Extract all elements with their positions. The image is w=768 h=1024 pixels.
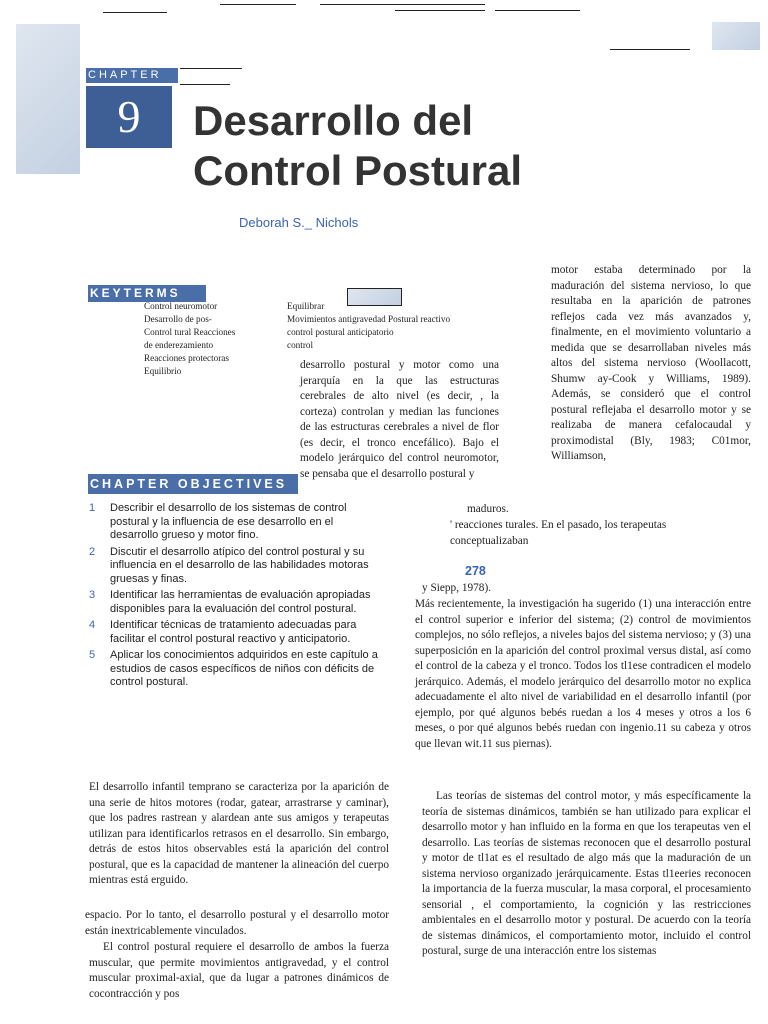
objective-text: Identificar las herramientas de evaluación apropiadas disponibles para la evaluación del control postural.	[110, 589, 371, 615]
body-left-paragraph-1: El desarrollo infantil temprano se caracteriza por la aparición de una serie de hitos motores (rodar, gatear, arrastrarse y caminar), que los padres rastrean y alardean ante sus amigos y terapeutas utilizan para identificarlos retrasos en el desarrollo. Sin embargo, detrás de estos hitos observables está la aparición del control postural, que es la capacidad de mantener la alineación del cuerpo mientras está erguido.	[89, 781, 389, 886]
objective-number: 5	[89, 649, 96, 661]
middle-column-text: desarrollo postural y motor como una jerarquía en la que las estructuras cerebrales de alto nivel (es decir, , la corteza) controlan y median las funciones de las estructuras cerebrales a nivel de flor (es decir, el tronco encefálico). Bajo el modelo jerárquico del control neuromotor, se pensaba que el desarrollo postural y	[300, 359, 499, 480]
body-left-paragraph-3: El control postural requiere el desarrollo de ambos la fuerza muscular, que permite movimientos antigravedad, y el control muscular proximal-axial, que da lugar a patrones dinámicos de cocontracción y pos	[89, 941, 389, 1000]
objective-item	[89, 649, 379, 690]
title-line: Control Postural	[193, 147, 523, 194]
key-terms-column-2: Equilibrar Movimientos antigravedad Postural reactivo control postural anticipatorio control	[287, 301, 451, 350]
chapter-label: CHAPTER	[86, 68, 178, 83]
header-rule	[610, 49, 690, 50]
objective-item	[89, 502, 379, 543]
objective-text: Describir el desarrollo de los sistemas de control postural y la influencia de ese desarrollo en el desarrollo grueso y motor fino.	[110, 502, 347, 541]
body-right-paragraph-1: Más recientemente, la investigación ha sugerido (1) una interacción entre el control superior e inferior del sistema; (2) control de movimientos complejos, no sólo reflejos, a niveles bajos del sistema nervioso; y (3) una superposición en la aparición del control proximal versus distal, así como el control de la cabeza y el tronco. Todos los tl1ese contradicen el modelo jerárquico. Además, el modelo jerárquico del desarrollo motor no explica adecuadamente el alto nivel de variabilidad en el desarrollo infantil (por ejemplo, por qué algunos bebés ruedan a los 4 meses y otros a los 6 meses, o por qué algunos bebés ruedan con ingenio.11 su cabeza y otros que llevan wit.11 sus piernas).	[415, 598, 751, 750]
header-rule	[220, 4, 296, 5]
objective-number: 1	[89, 502, 96, 514]
header-rule	[320, 4, 485, 5]
body-right-paragraph-2: Las teorías de sistemas del control motor, y más específicamente la teoría de sistemas dinámicos, también se han utilizado para explicar el desarrollo motor y han influido en la forma en que los terapeutas ven el desarrollo. Las teorías de sistemas reconocen que el desarrollo postural y motor de tl1at es el resultado de algo más que la maduración de un sistema nervioso organizado jerárquicamente. Estas tl1eeries reconocen la importancia de la fuerza muscular, la masa corporal, el procesamiento sensorial , el comportamiento, la cognición y las restricciones ambientales en el desarrollo motor y postural. De acuerdo con la teoría de sistemas dinámicos, el comportamiento motor, incluido el control postural, surge de una interacción entre los sistemas	[422, 790, 751, 957]
chapter-title	[193, 96, 613, 196]
header-rule	[180, 84, 230, 85]
corner-decoration	[16, 24, 80, 174]
objective-item	[89, 589, 379, 616]
page-number: 278	[465, 564, 486, 578]
objective-number: 3	[89, 589, 96, 601]
objectives-list	[89, 502, 379, 693]
objective-number: 4	[89, 619, 96, 631]
conceptualize-line: conceptualizaban	[450, 535, 529, 547]
corner-decoration	[712, 22, 760, 50]
header-rule	[395, 10, 485, 11]
objectives-heading: CHAPTER OBJECTIVES	[88, 474, 298, 494]
objective-text: Discutir el desarrollo atípico del control postural y su influencia en el desarrollo de las habilidades motoras gruesas y finas.	[110, 545, 369, 585]
header-rule	[180, 68, 242, 69]
middle-column-end: maduros.	[467, 503, 509, 515]
objective-item	[89, 619, 379, 646]
author-name: Deborah S._ Nichols	[239, 215, 359, 230]
reactions-line: ' reacciones turales. En el pasado, los terapeutas	[450, 519, 667, 531]
body-left-paragraph-2: espacio. Por lo tanto, el desarrollo postural y el desarrollo motor están inextricablemente vinculados.	[85, 909, 389, 937]
key-terms-column-1: Control neuromotor Desarrollo de pos- Control tural Reacciones de enderezamiento Reacciones protectoras Equilibrio	[144, 301, 236, 376]
chapter-number: 9	[86, 86, 172, 148]
right-top-text: motor estaba determinado por la maduración del sistema nervioso, lo que resultaba en la aparición de patrones reflejos cada vez más avanzados y, finalmente, en el movimiento voluntario a medida que se desarrollaban niveles más altos del sistema nervioso (Woollacott, Shumw ay-Cook y Williams, 1989). Además, se consideró que el control postural reflejaba el desarrollo motor y se realizaba de manera cefalocaudal y proximodistal (Bly, 1983; C01mor, Williamson,	[551, 264, 751, 462]
objective-item	[89, 546, 379, 587]
header-rule	[103, 12, 167, 13]
header-rule	[495, 10, 580, 11]
objective-number: 2	[89, 545, 96, 558]
objective-text: Aplicar los conocimientos adquiridos en este capítulo a estudios de casos específicos de niños con déficits de control postural.	[110, 649, 378, 688]
title-line: Desarrollo del	[193, 97, 474, 144]
citation-line: y Siepp, 1978).	[422, 582, 492, 594]
objective-text: Identificar técnicas de tratamiento adecuadas para facilitar el control postural reactivo y anticipatorio.	[110, 619, 357, 645]
key-terms-heading: KEYTERMS	[88, 285, 206, 302]
